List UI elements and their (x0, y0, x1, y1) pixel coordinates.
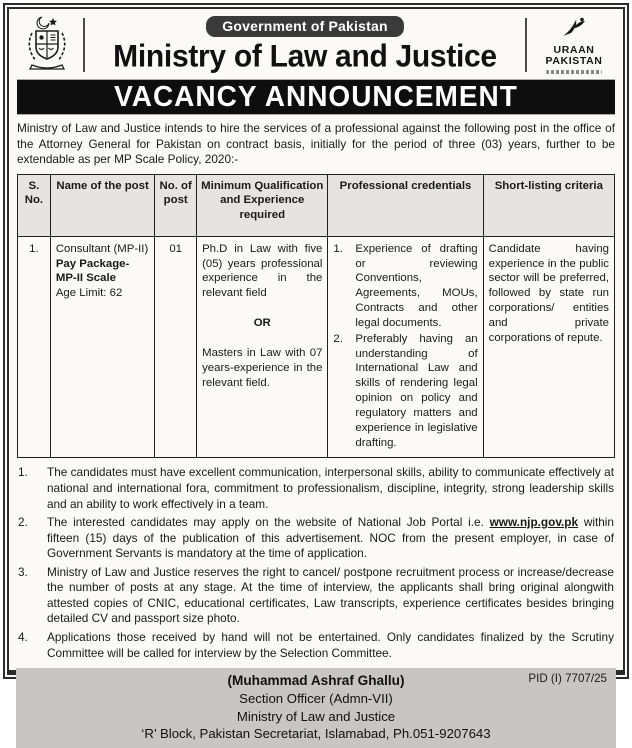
note-text (47, 515, 614, 562)
credential-item (333, 332, 477, 451)
pakistan-emblem-icon (18, 15, 76, 75)
credential-number: 2. (333, 332, 343, 345)
advert-outer-frame (3, 3, 629, 741)
note-number: 2. (18, 515, 28, 530)
cell-credentials (328, 236, 483, 458)
government-badge: Government of Pakistan (206, 16, 403, 37)
qualification-or: OR (253, 317, 271, 330)
signatory-name: (Muhammad Ashraf Ghallu) (227, 673, 405, 689)
uraan-logo-line1: URAAN (553, 43, 595, 56)
note-text: Ministry of Law and Justice reserves the right to cancel/ postpone recruitment process or increase/decrease the number of posts at any stage. At the time of interview, the applicants shall bring original alongwith attested copies of CNIC, educational certificates, Law transcripts, experience certificates besides bringing detailed CV and passport size photo. (47, 564, 614, 626)
pakistan-emblem-svg (20, 15, 74, 75)
note-number: 3. (18, 564, 28, 579)
note-item-2 (18, 515, 614, 562)
uraan-pakistan-logo (534, 16, 614, 74)
note-number: 4. (18, 630, 28, 645)
uraan-logo-line2: PAKISTAN (545, 54, 603, 67)
intro-paragraph: Ministry of Law and Justice intends to hire the services of a professional against the following post in the office of the Attorney General for Pakistan on contract basis, initially for the period of three (03) years, further to be extendable as per MP Scale Policy, 2020:- (17, 121, 615, 167)
notes-list (18, 465, 614, 664)
vacancy-banner: VACANCY ANNOUNCEMENT (17, 80, 615, 115)
masthead (16, 13, 616, 80)
masthead-divider-left (83, 18, 85, 72)
qualification-option-a: Ph.D in Law with five (05) years professional experience in the relevant field (202, 242, 323, 300)
post-title: Consultant (MP-II) (55, 242, 149, 255)
cell-shortlisting: Candidate having experience in the public sector will be preferred, followed by state run corporations/ entities and private corporations of repute. (483, 236, 614, 458)
njp-portal-link: www.njp.gov.pk (489, 515, 579, 530)
signatory-ministry: Ministry of Law and Justice (236, 708, 396, 724)
post-age-limit: Age Limit: 62 (55, 287, 123, 300)
credential-text: Experience of drafting or reviewing Conventions, Agreements, MOUs, Contracts and other legal documents. (355, 242, 478, 329)
note-item-3 (18, 565, 614, 627)
header-credentials: Professional credentials (328, 175, 483, 237)
note-number: 1. (18, 465, 28, 480)
header-qualification: Minimum Qualification and Experience required (197, 175, 328, 237)
qualification-option-b: Masters in Law with 07 years-experience in the relevant field. (202, 346, 323, 389)
masthead-titles (92, 16, 518, 74)
table-header-row (18, 175, 615, 237)
ministry-title: Ministry of Law and Justice (113, 39, 497, 74)
pid-number: PID (I) 7707/25 (528, 672, 607, 686)
credential-item (333, 242, 477, 331)
uraan-tagline-script (546, 70, 602, 74)
note-text: Applications those received by hand will not be entertained. Only candidates finalized by the Scrutiny Committee will be called for interview by the Selection Committee. (47, 630, 614, 660)
cell-qualification (197, 236, 328, 458)
cell-post-name (50, 236, 154, 458)
post-scale: Pay Package-MP-II Scale (55, 257, 130, 285)
note-item-4 (18, 630, 614, 661)
signature-footer (16, 668, 616, 748)
note-item-1 (18, 465, 614, 512)
header-post-count: No. of post (155, 175, 197, 237)
masthead-divider-right (525, 18, 527, 72)
advert-inner-frame (7, 7, 625, 741)
header-criteria: Short-listing criteria (483, 175, 614, 237)
cell-sno: 1. (18, 236, 51, 458)
cell-post-count: 01 (155, 236, 197, 458)
signatory-address: ‘R’ Block, Pakistan Secretariat, Islamabad, Ph.051-9207643 (141, 725, 491, 741)
header-sno: S. No. (18, 175, 51, 237)
vacancy-table (17, 174, 615, 458)
header-post-name: Name of the post (50, 175, 154, 237)
note-text-after: within fifteen (15) days of the publication of this advertisement. NOC from the present employer, in case of Government Servants is mandatory at the time of application. (47, 515, 614, 561)
uraan-bird-icon (561, 16, 587, 40)
credential-number: 1. (333, 242, 343, 255)
note-text: The candidates must have excellent communication, interpersonal skills, ability to communicate effectively at national and international fora, commitment to professionalism, discipline, integrity, strong leadership skills and an ability to work effectively in a team. (47, 465, 614, 511)
signatory-designation: Section Officer (Admn-VII) (239, 691, 393, 707)
note-text-before: The interested candidates may apply on the website of National Job Portal i.e. (47, 515, 490, 530)
table-row (18, 236, 615, 458)
credential-text: Preferably having an understanding of International Law and skills of rendering legal opinion on policy and regulatory matters and experience in legislative drafting. (355, 332, 478, 449)
